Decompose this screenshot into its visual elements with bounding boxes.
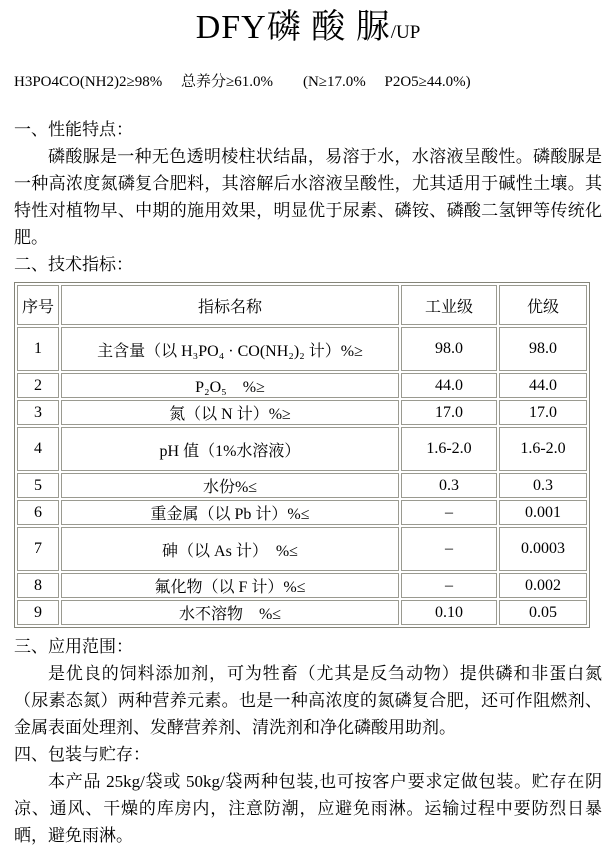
row-serial-no: 2 — [17, 373, 59, 398]
premium-grade-value: 17.0 — [499, 400, 587, 425]
premium-grade-value: 0.0003 — [499, 527, 587, 571]
row-serial-no: 7 — [17, 527, 59, 571]
section-heading-packaging: 四、包装与贮存： — [14, 745, 150, 764]
col-header-premium: 优级 — [499, 285, 587, 325]
indicator-name: 水份%≤ — [61, 473, 399, 498]
table-header-row — [17, 285, 587, 325]
industrial-grade-value: – — [401, 573, 497, 598]
row-serial-no: 5 — [17, 473, 59, 498]
col-header-industrial: 工业级 — [401, 285, 497, 325]
col-header-serial-no: 序号 — [17, 285, 59, 325]
table-row — [17, 573, 587, 598]
section-body-packaging: 本产品 25kg/袋或 50kg/袋两种包装,也可按客户要求定做包装。贮存在阴凉、通风、干燥的库房内，注意防潮，应避免雨淋。运输过程中要防烈日暴晒，避免雨淋。 — [14, 772, 602, 845]
indicator-name: 水不溶物 %≤ — [61, 600, 399, 625]
section-heading-technical-specs: 二、技术指标： — [14, 255, 133, 274]
industrial-grade-value: 0.3 — [401, 473, 497, 498]
table-row — [17, 427, 587, 471]
table-row — [17, 500, 587, 525]
section-heading-application: 三、应用范围： — [14, 637, 133, 656]
row-serial-no: 9 — [17, 600, 59, 625]
industrial-grade-value: – — [401, 500, 497, 525]
col-header-indicator: 指标名称 — [61, 285, 399, 325]
table-row — [17, 473, 587, 498]
row-serial-no: 3 — [17, 400, 59, 425]
indicator-name: 氟化物（以 F 计）%≤ — [61, 573, 399, 598]
row-serial-no: 1 — [17, 327, 59, 371]
premium-grade-value: 1.6-2.0 — [499, 427, 587, 471]
indicator-name: pH 值（1%水溶液） — [61, 427, 399, 471]
premium-grade-value: 0.001 — [499, 500, 587, 525]
table-row — [17, 373, 587, 398]
page-title-main: DFY磷 酸 脲 — [195, 9, 391, 46]
section-body-performance: 磷酸脲是一种无色透明棱柱状结晶，易溶于水，水溶液呈酸性。磷酸脲是一种高浓度氮磷复合肥料，其溶解后水溶液呈酸性，尤其适用于碱性土壤。其特性对植物早、中期的施用效果，明显优于尿素、磷铵、磷酸二氢钾等传统化肥。 — [14, 147, 602, 247]
row-serial-no: 8 — [17, 573, 59, 598]
industrial-grade-value: 0.10 — [401, 600, 497, 625]
premium-grade-value: 0.05 — [499, 600, 587, 625]
premium-grade-value: 0.002 — [499, 573, 587, 598]
section-heading-performance: 一、性能特点： — [14, 120, 133, 139]
indicator-name: 砷（以 As 计） %≤ — [61, 527, 399, 571]
premium-grade-value: 98.0 — [499, 327, 587, 371]
row-serial-no: 6 — [17, 500, 59, 525]
industrial-grade-value: 1.6-2.0 — [401, 427, 497, 471]
indicator-name: P₂O₅ %≥ — [61, 373, 399, 398]
indicator-name: 主含量（以 H₃PO₄ · CO(NH₂)₂ 计）%≥ — [61, 327, 399, 371]
indicator-name: 重金属（以 Pb 计）%≤ — [61, 500, 399, 525]
section-body-application: 是优良的饲料添加剂，可为牲畜（尤其是反刍动物）提供磷和非蛋白氮（尿素态氮）两种营养元素。也是一种高浓度的氮磷复合肥，还可作阻燃剂、金属表面处理剂、发酵营养剂、清洗剂和净化磷酸用助剂。 — [14, 664, 602, 737]
row-serial-no: 4 — [17, 427, 59, 471]
page-title — [14, 6, 602, 55]
table-row — [17, 527, 587, 571]
technical-spec-table — [14, 282, 590, 628]
table-row — [17, 400, 587, 425]
indicator-name: 氮（以 N 计）%≥ — [61, 400, 399, 425]
table-row — [17, 600, 587, 625]
industrial-grade-value: 98.0 — [401, 327, 497, 371]
industrial-grade-value: 17.0 — [401, 400, 497, 425]
table-row — [17, 327, 587, 371]
premium-grade-value: 44.0 — [499, 373, 587, 398]
chemical-spec-line: H3PO4CO(NH2)2≥98% 总养分≥61.0% (N≥17.0% P2O5≥44.0%) — [14, 74, 471, 90]
industrial-grade-value: 44.0 — [401, 373, 497, 398]
industrial-grade-value: – — [401, 527, 497, 571]
page-title-suffix: /UP — [390, 22, 421, 43]
premium-grade-value: 0.3 — [499, 473, 587, 498]
